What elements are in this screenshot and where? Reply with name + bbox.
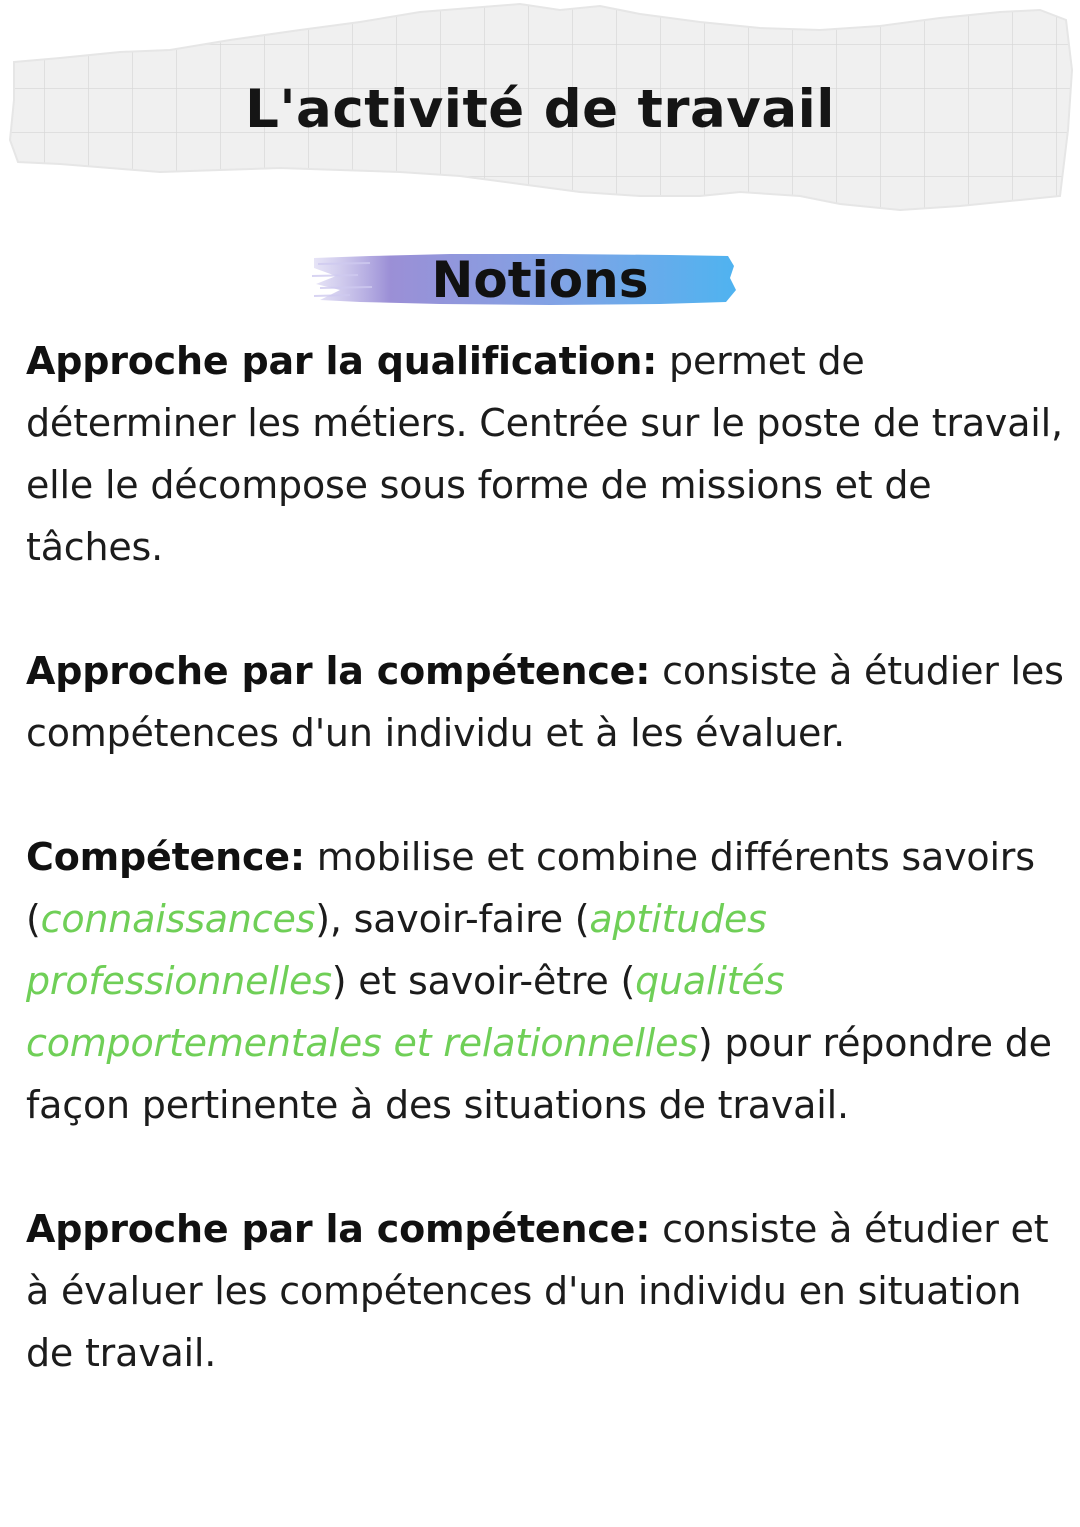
notion-definition: consiste à étudier et à évaluer les compétences d'un individu en situation de travail. bbox=[26, 1207, 1049, 1375]
notion-competence bbox=[26, 826, 1066, 1136]
notion-definition: permet de déterminer les métiers. Centrée sur le poste de travail, elle le décompose sous forme de missions et de tâches. bbox=[26, 339, 1063, 569]
notions-list bbox=[26, 330, 1066, 1446]
notion-term: Approche par la compétence: bbox=[26, 649, 651, 693]
section-heading-block bbox=[310, 244, 740, 316]
notion-competence-approach bbox=[26, 640, 1066, 764]
notion-term: Approche par la compétence: bbox=[26, 1207, 651, 1251]
notion-term: Compétence: bbox=[26, 835, 305, 879]
notion-definition-part: ) pour répondre de façon pertinente à des situations de travail. bbox=[26, 1021, 1052, 1127]
highlight-qualities: qualités comportementales et relationnelles bbox=[26, 959, 785, 1065]
notion-definition-part: mobilise et combine différents savoirs ( bbox=[26, 835, 1035, 941]
highlight-aptitudes: aptitudes professionnelles bbox=[26, 897, 767, 1003]
notion-definition-part: ), savoir-faire ( bbox=[315, 897, 590, 941]
notion-definition-part: ) et savoir-être ( bbox=[331, 959, 636, 1003]
notion-term: Approche par la qualification: bbox=[26, 339, 658, 383]
section-heading: Notions bbox=[431, 251, 649, 309]
notion-competence-approach-2 bbox=[26, 1198, 1066, 1384]
notion-definition: consiste à étudier les compétences d'un individu et à les évaluer. bbox=[26, 649, 1064, 755]
highlight-knowledge: connaissances bbox=[40, 897, 316, 941]
page-title: L'activité de travail bbox=[245, 79, 835, 140]
notion-qualification-approach bbox=[26, 330, 1066, 578]
